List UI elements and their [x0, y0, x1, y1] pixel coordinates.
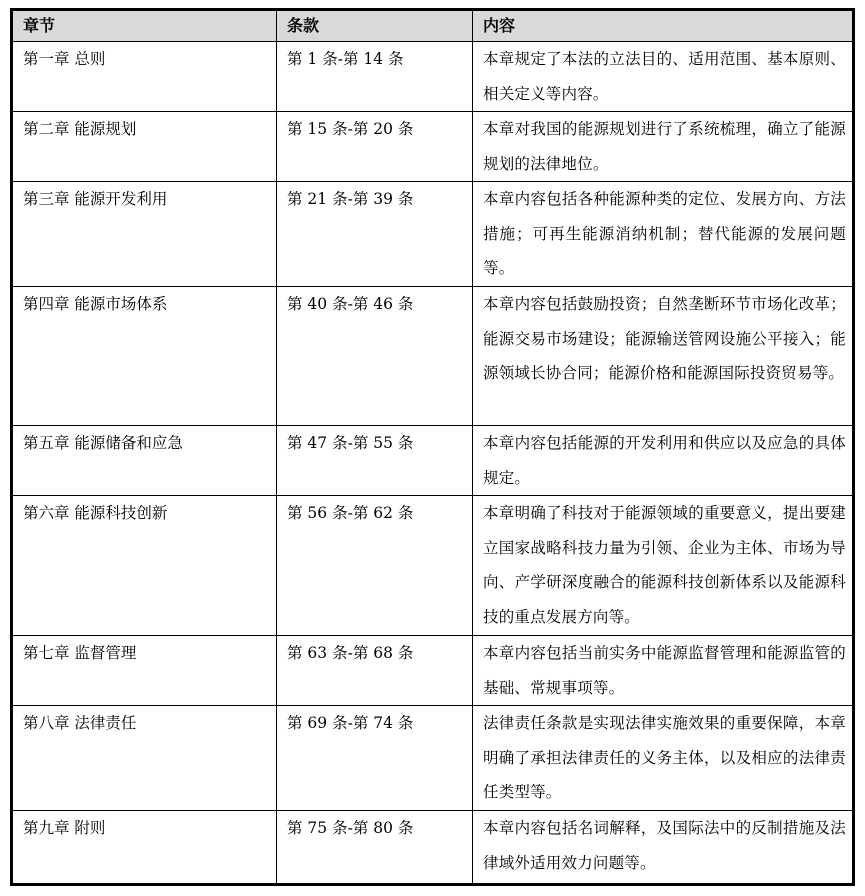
content-cell: 本章内容包括鼓励投资；自然垄断环节市场化改革；能源交易市场建设；能源输送管网设施公平接入；能源领域长协合同；能源价格和能源国际投资贸易等。: [473, 287, 853, 426]
content-cell: 本章明确了科技对于能源领域的重要意义，提出要建立国家战略科技力量为引领、企业为主体、市场为导向、产学研深度融合的能源科技创新体系以及能源科技的重点发展方向等。: [473, 496, 853, 636]
content-cell: 本章规定了本法的立法目的、适用范围、基本原则、相关定义等内容。: [473, 42, 853, 112]
chapter-summary-table: [12, 10, 853, 884]
table-row: [13, 636, 853, 706]
chapter-cell: 第三章 能源开发利用: [13, 182, 277, 287]
table-row: [13, 811, 853, 884]
table-row: [13, 496, 853, 636]
table-row: [13, 287, 853, 426]
content-cell: 法律责任条款是实现法律实施效果的重要保障，本章明确了承担法律责任的义务主体，以及相应的法律责任类型等。: [473, 706, 853, 811]
chapter-cell: 第八章 法律责任: [13, 706, 277, 811]
chapter-cell: 第四章 能源市场体系: [13, 287, 277, 426]
articles-cell: 第 63 条-第 68 条: [277, 636, 473, 706]
chapter-cell: 第五章 能源储备和应急: [13, 426, 277, 496]
articles-cell: 第 15 条-第 20 条: [277, 112, 473, 182]
content-cell: 本章内容包括能源的开发利用和供应以及应急的具体规定。: [473, 426, 853, 496]
content-cell: 本章内容包括名词解释，及国际法中的反制措施及法律域外适用效力问题等。: [473, 811, 853, 884]
table-row: [13, 182, 853, 287]
articles-cell: 第 1 条-第 14 条: [277, 42, 473, 112]
table-header-row: [13, 11, 853, 42]
content-cell: 本章对我国的能源规划进行了系统梳理，确立了能源规划的法律地位。: [473, 112, 853, 182]
articles-cell: 第 69 条-第 74 条: [277, 706, 473, 811]
articles-cell: 第 21 条-第 39 条: [277, 182, 473, 287]
table-row: [13, 112, 853, 182]
chapter-cell: 第九章 附则: [13, 811, 277, 884]
header-content: 内容: [473, 11, 853, 42]
chapter-summary-table-container: [10, 8, 855, 886]
table-row: [13, 426, 853, 496]
articles-cell: 第 75 条-第 80 条: [277, 811, 473, 884]
chapter-cell: 第一章 总则: [13, 42, 277, 112]
table-row: [13, 706, 853, 811]
content-cell: 本章内容包括当前实务中能源监督管理和能源监管的基础、常规事项等。: [473, 636, 853, 706]
header-chapter: 章节: [13, 11, 277, 42]
articles-cell: 第 56 条-第 62 条: [277, 496, 473, 636]
articles-cell: 第 40 条-第 46 条: [277, 287, 473, 426]
chapter-cell: 第二章 能源规划: [13, 112, 277, 182]
content-cell: 本章内容包括各种能源种类的定位、发展方向、方法措施；可再生能源消纳机制；替代能源的发展问题等。: [473, 182, 853, 287]
header-articles: 条款: [277, 11, 473, 42]
table-row: [13, 42, 853, 112]
chapter-cell: 第六章 能源科技创新: [13, 496, 277, 636]
articles-cell: 第 47 条-第 55 条: [277, 426, 473, 496]
chapter-cell: 第七章 监督管理: [13, 636, 277, 706]
